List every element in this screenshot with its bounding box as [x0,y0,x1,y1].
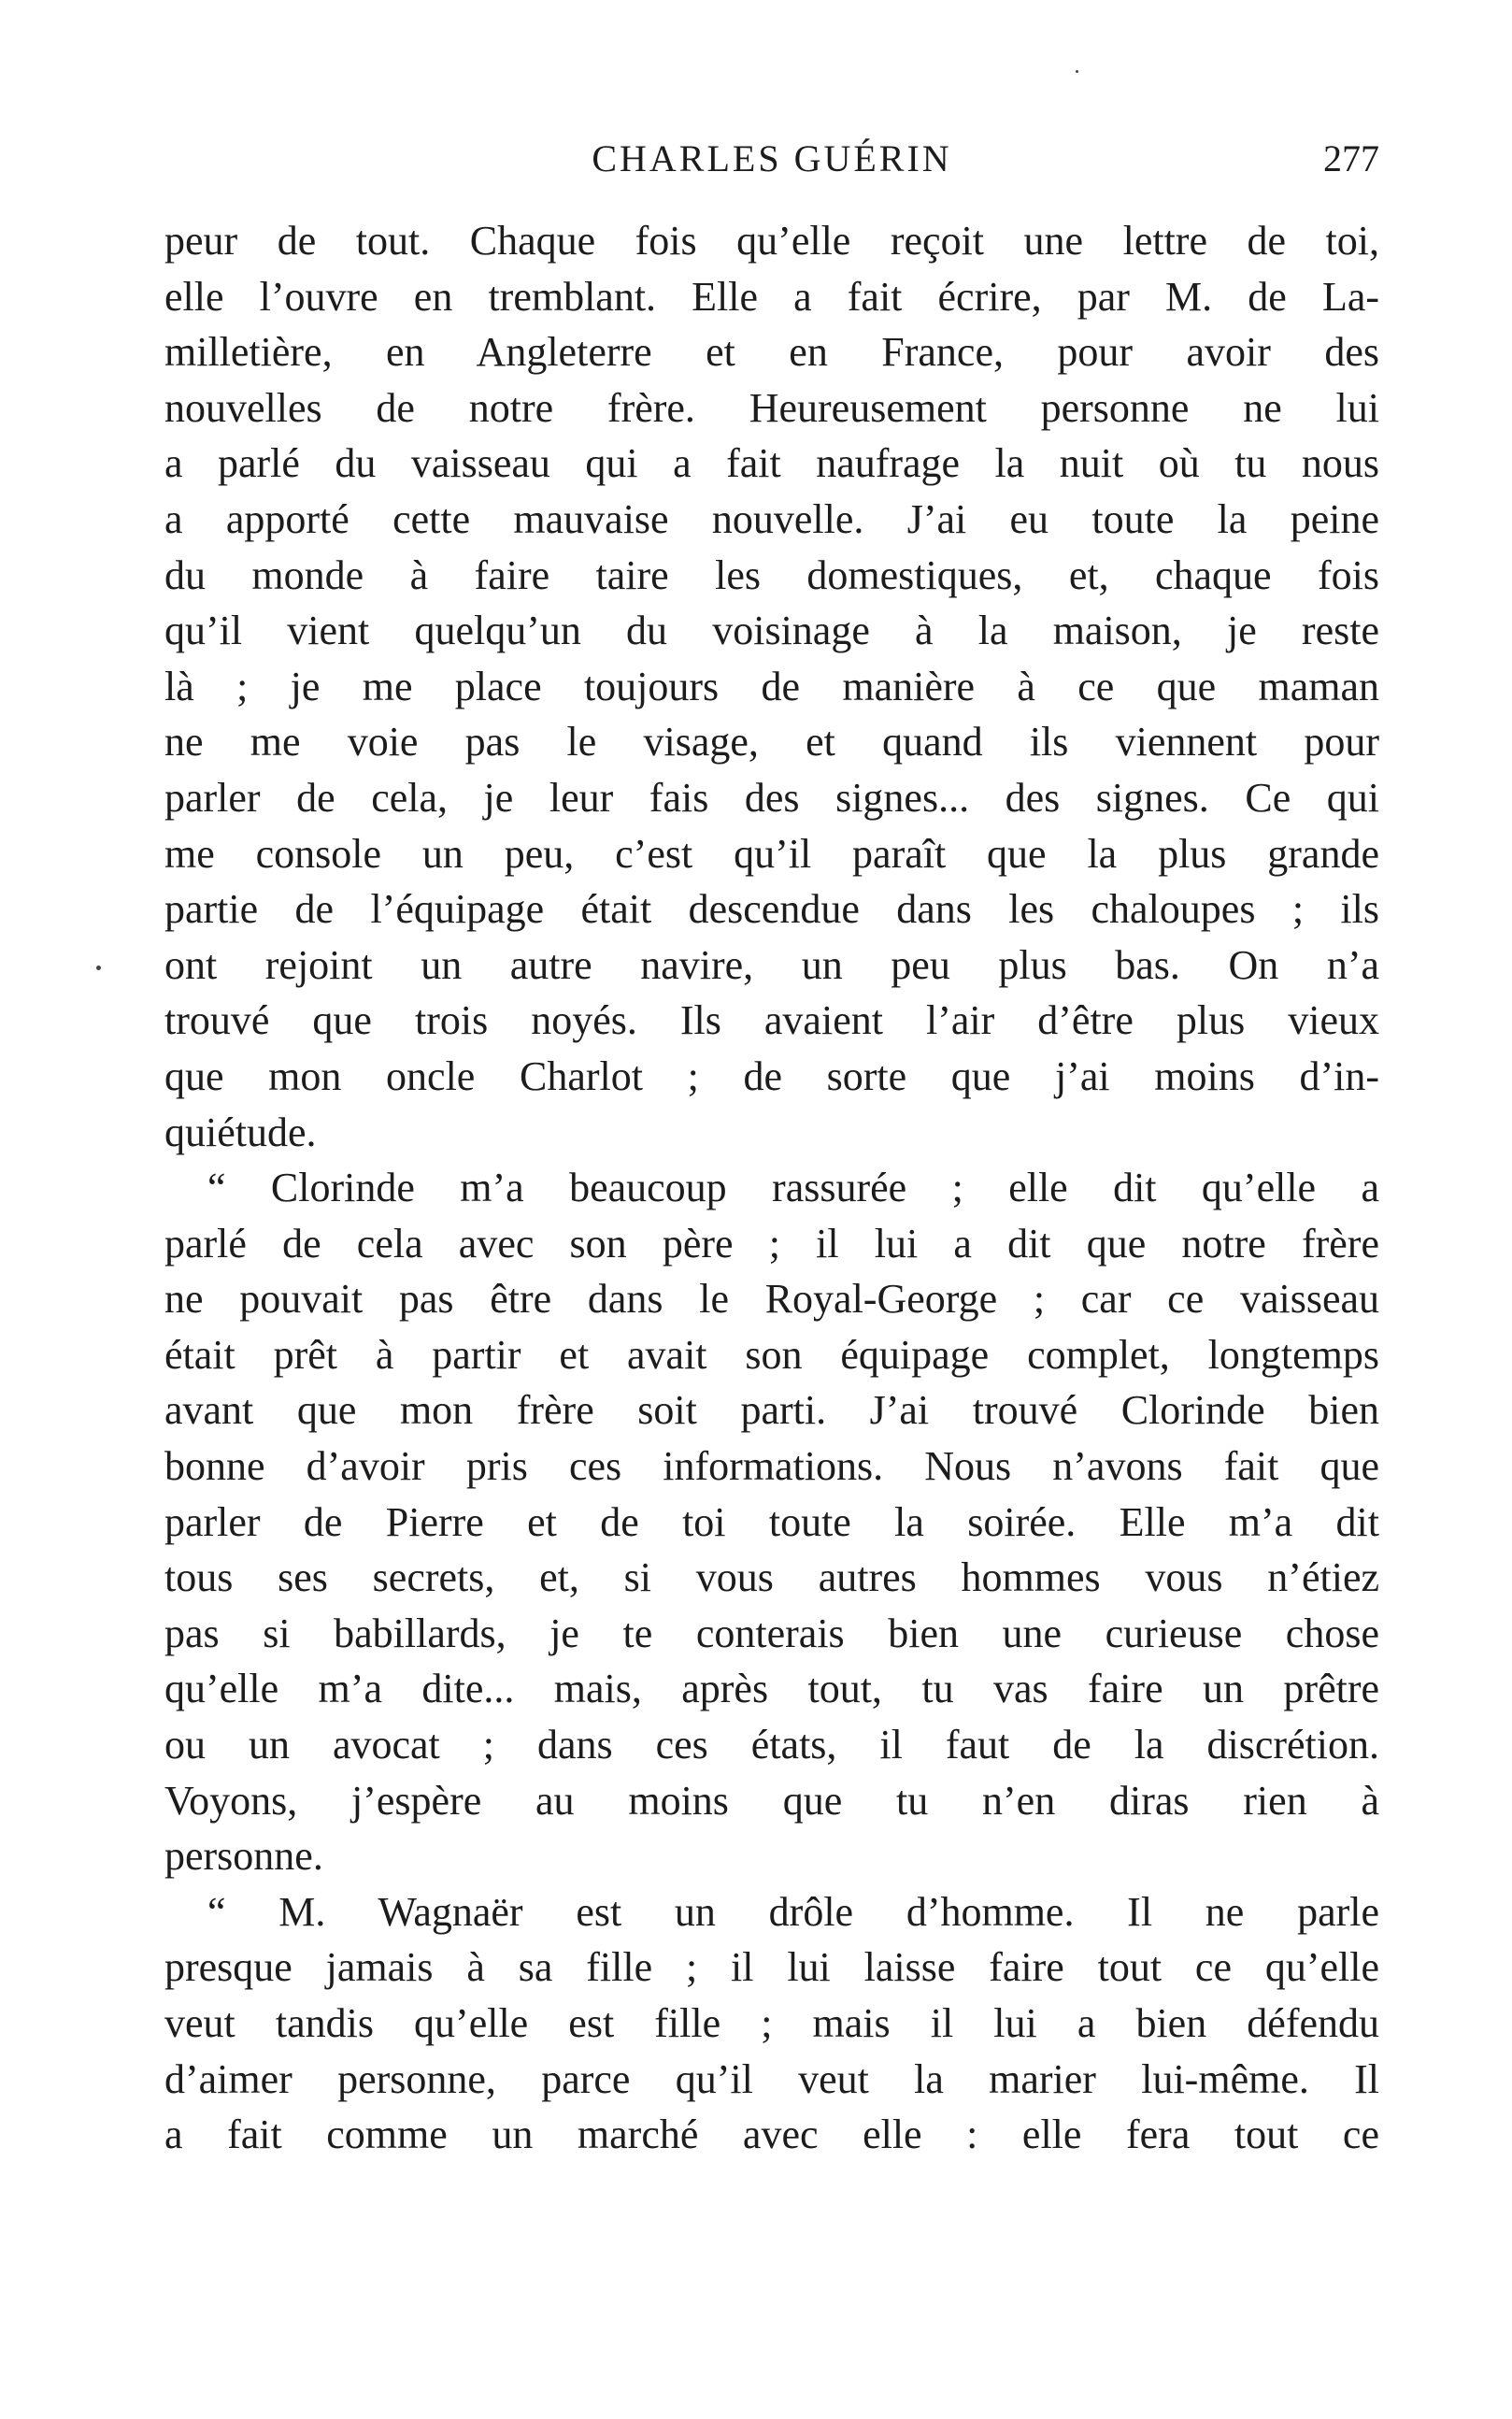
text-line: là ; je me place toujours de manière à ce que maman [164,663,1379,709]
text-line: “ M. Wagnaër est un drôle d’homme. Il ne parle [207,1888,1379,1935]
text-line: ont rejoint un autre navire, un peu plus bas. On n’a [164,941,1379,988]
text-line: milletière, en Angleterre et en France, pour avoir des [164,329,1379,376]
text-line: ou un avocat ; dans ces états, il faut de la discrétion. [164,1722,1379,1768]
print-speck [96,966,101,970]
text-line: qu’elle m’a dite... mais, après tout, tu vas faire un prêtre [164,1666,1379,1712]
text-line: me console un peu, c’est qu’il paraît que la plus grande [164,830,1379,877]
text-line: qu’il vient quelqu’un du voisinage à la maison, je reste [164,608,1379,654]
text-line: ne me voie pas le visage, et quand ils viennent pour [164,719,1379,766]
text-line: était prêt à partir et avait son équipage complet, longtemps [164,1331,1379,1378]
text-line: avant que mon frère soit parti. J’ai trouvé Clorinde bien [164,1387,1379,1434]
text-line: a apporté cette mauvaise nouvelle. J’ai eu toute la peine [164,495,1379,542]
text-line: Voyons, j’espère au moins que tu n’en diras rien à [164,1777,1379,1824]
text-line: nouvelles de notre frère. Heureusement personne ne lui [164,384,1379,431]
text-line: veut tandis qu’elle est fille ; mais il lui a bien défendu [164,2000,1379,2046]
text-line: parler de Pierre et de toi toute la soirée. Elle m’a dit [164,1498,1379,1545]
body-text [164,213,1379,2163]
text-line: d’aimer personne, parce qu’il veut la marier lui-même. Il [164,2055,1379,2102]
text-line: a parlé du vaisseau qui a fait naufrage la nuit où tu nous [164,440,1379,487]
running-title: CHARLES GUÉRIN [592,137,952,179]
text-line: trouvé que trois noyés. Ils avaient l’air d’être plus vieux [164,997,1379,1044]
text-line: que mon oncle Charlot ; de sorte que j’ai moins d’in- [164,1052,1379,1099]
print-speck [1076,70,1078,73]
text-line: peur de tout. Chaque fois qu’elle reçoit une lettre de toi, [164,218,1379,264]
text-line: personne. [164,1833,323,1880]
text-line: a fait comme un marché avec elle : elle fera tout ce [164,2111,1379,2158]
text-line: ne pouvait pas être dans le Royal-George ; car ce vaisseau [164,1276,1379,1323]
text-line: “ Clorinde m’a beaucoup rassurée ; elle dit qu’elle a [207,1165,1379,1211]
text-line: partie de l’équipage était descendue dans les chaloupes ; ils [164,886,1379,933]
text-line: presque jamais à sa fille ; il lui laisse faire tout ce qu’elle [164,1944,1379,1991]
running-header [164,131,1379,187]
text-line: tous ses secrets, et, si vous autres hommes vous n’étiez [164,1554,1379,1601]
text-line: pas si babillards, je te conterais bien une curieuse chose [164,1610,1379,1656]
text-line: bonne d’avoir pris ces informations. Nous n’avons fait que [164,1443,1379,1490]
text-line: parlé de cela avec son père ; il lui a dit que notre frère [164,1220,1379,1267]
text-line: du monde à faire taire les domestiques, et, chaque fois [164,551,1379,598]
text-line: elle l’ouvre en tremblant. Elle a fait écrire, par M. de La- [164,273,1379,320]
text-line: quiétude. [164,1109,317,1155]
text-line: parler de cela, je leur fais des signes... des signes. Ce qui [164,774,1379,821]
page-number: 277 [1323,137,1379,179]
